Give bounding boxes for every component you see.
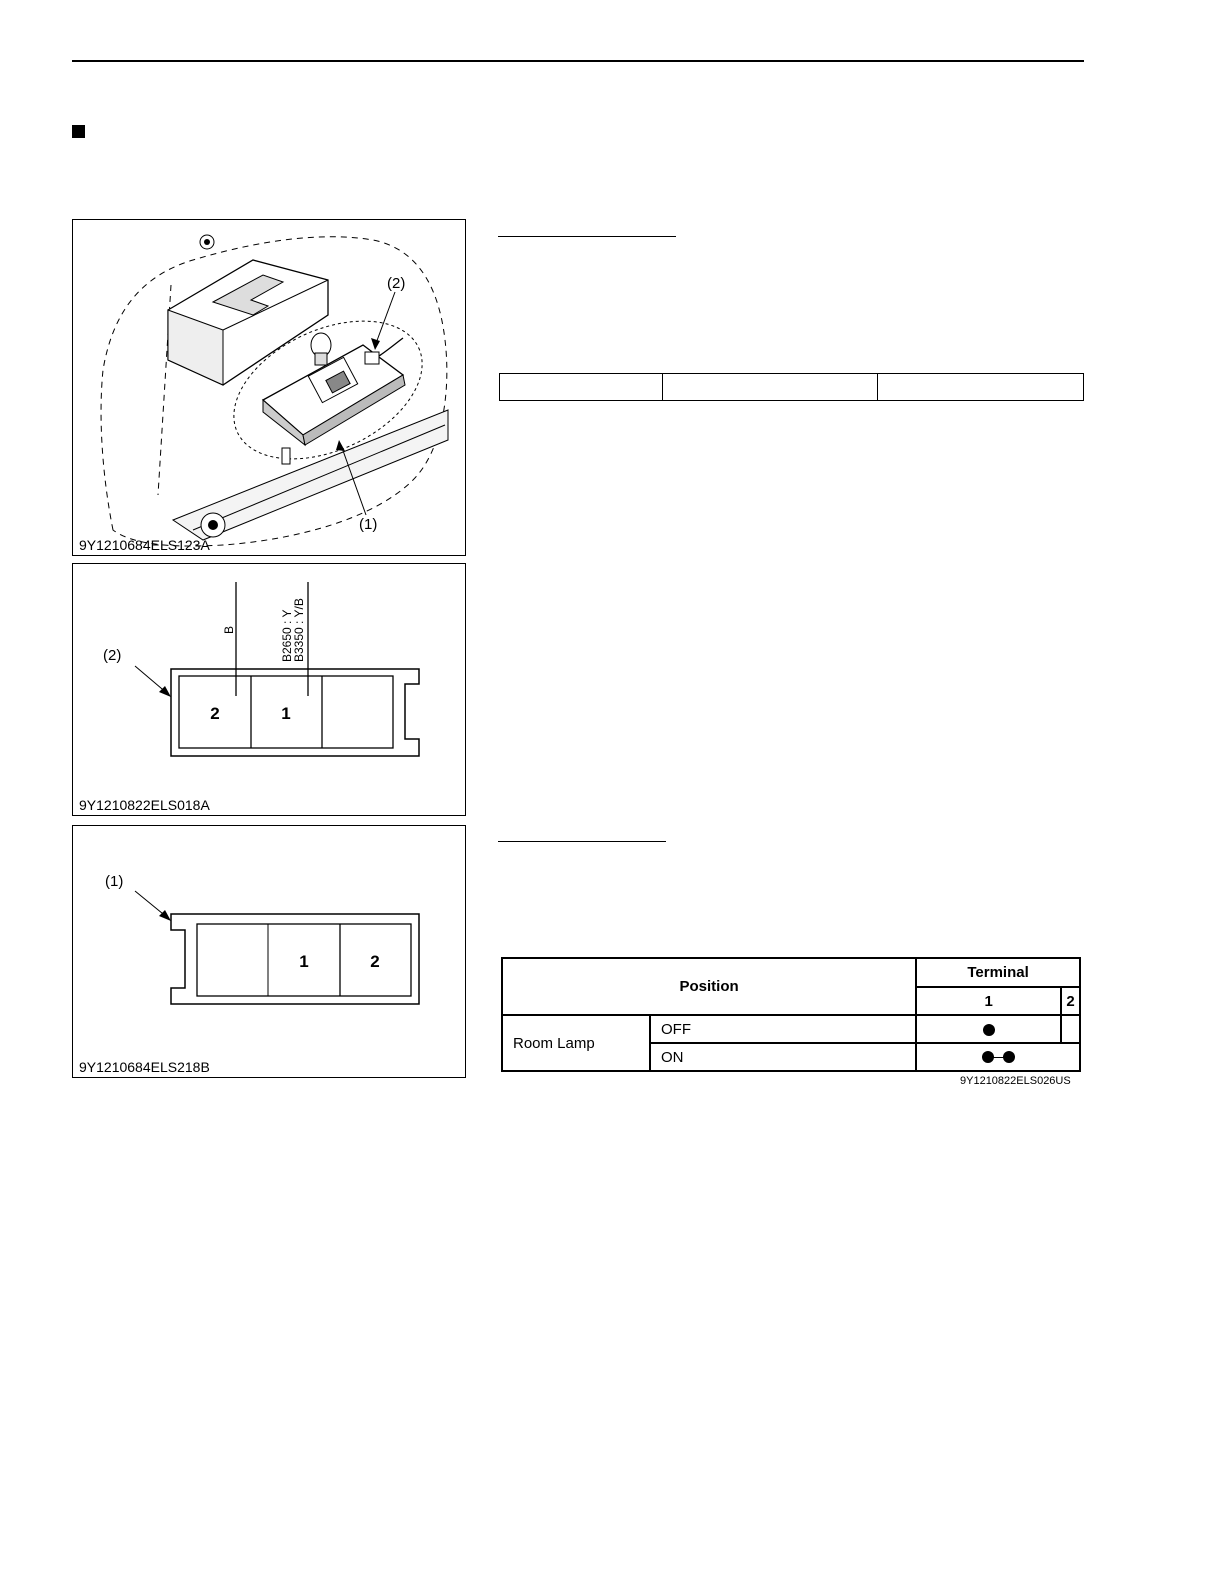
state-off: OFF (650, 1015, 916, 1043)
empty-cell (878, 374, 1084, 401)
wire-label-b3350: B3350 : Y/B (292, 598, 306, 662)
figure-connector-2 (72, 563, 466, 816)
figure-lamp-terminal-1 (72, 825, 466, 1078)
terminal-cell-1: 1 (299, 952, 309, 971)
figure-code: 9Y1210822ELS018A (79, 797, 210, 813)
off-terminal-2 (1061, 1015, 1080, 1043)
lamp-terminal-diagram (73, 826, 466, 1078)
continuity-dot (983, 1024, 995, 1036)
terminal-cell-2: 2 (210, 704, 220, 723)
header-terminal-1: 1 (916, 987, 1061, 1015)
header-terminal-2: 2 (1061, 987, 1080, 1015)
callout-1: (1) (359, 516, 378, 533)
off-terminal-1 (916, 1015, 1061, 1043)
continuity-dot (982, 1051, 994, 1063)
row-room-lamp: Room Lamp (502, 1015, 650, 1071)
empty-spec-table (499, 373, 1084, 401)
room-lamp-illustration (73, 220, 466, 556)
figure-code: 9Y1210684ELS218B (79, 1059, 210, 1075)
continuity-dot (1003, 1051, 1015, 1063)
connector-2-diagram (73, 564, 466, 816)
heading-underline-2 (498, 841, 666, 842)
terminal-cell-1: 1 (281, 704, 291, 723)
figure-code: 9Y1210684ELS123A (79, 537, 210, 553)
figure-room-lamp-assembly (72, 219, 466, 556)
header-position: Position (502, 958, 916, 1015)
on-terminals-connected (916, 1043, 1080, 1071)
heading-underline-1 (498, 236, 676, 237)
callout-2: (2) (387, 275, 406, 292)
wire-label-b: B (222, 625, 236, 634)
section-bullet (72, 125, 85, 138)
callout-2: (2) (103, 647, 122, 664)
top-rule (72, 60, 1084, 62)
terminal-cell-2: 2 (370, 952, 380, 971)
state-on: ON (650, 1043, 916, 1071)
empty-cell (500, 374, 663, 401)
switch-continuity-table (501, 957, 1081, 1072)
header-terminal: Terminal (916, 958, 1080, 987)
empty-cell (663, 374, 878, 401)
table-code: 9Y1210822ELS026US (960, 1075, 1071, 1087)
callout-1: (1) (105, 873, 124, 890)
wire-label-b2650: B2650 : Y (280, 609, 294, 662)
